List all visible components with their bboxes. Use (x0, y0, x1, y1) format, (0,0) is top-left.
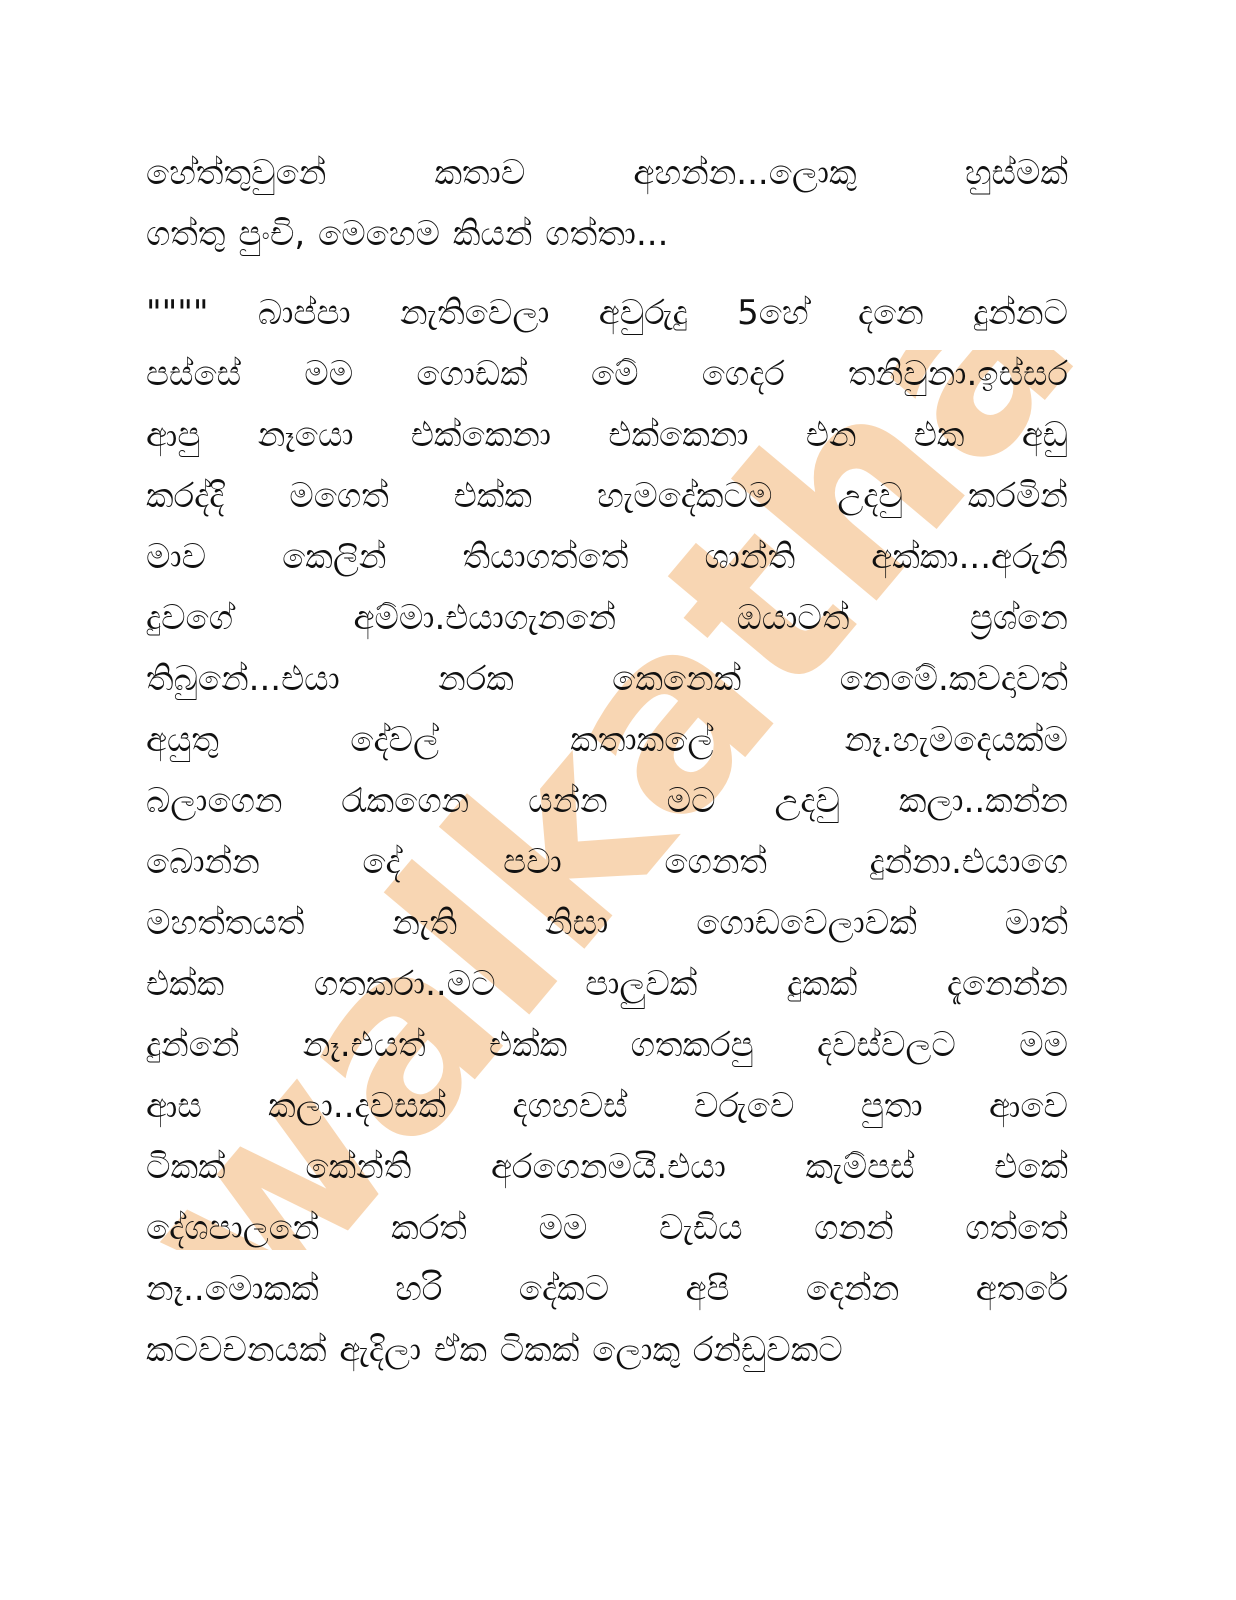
paragraph-1-line: හේත්තුවුනේ කතාව අහන්න...ලොකු හුස්මක් (146, 153, 1068, 193)
paragraph-2-line: එක්ක ගතකරා..මට පාලුවක් දුකක් දැනෙන්න (146, 964, 1068, 1004)
paragraph-2-line: පස්සේ මම ගොඩක් මේ ගෙදර තනිවුනා.ඉස්සර (146, 354, 1068, 394)
paragraph-2-line: දුවගේ අම්මා.එයාගැනනේ ඔයාටත් ප්‍රශ්නෙ (146, 598, 1068, 638)
paragraph-1 (146, 143, 1068, 265)
paragraph-2-line: මාව කෙලින් තියාගත්තේ ශාන්ති අක්කා...අරුනි (146, 537, 1068, 577)
paragraph-2-line: """" බාප්පා නැතිවෙලා අවුරුදු 5හේ දනෙ දුන්නට (146, 293, 1068, 333)
paragraph-2-line: ආපු නෑයො එක්කෙනා එක්කෙනා එන එක අඩු (146, 415, 1068, 455)
paragraph-1-line: ගත්තු පුංචි, මෙහෙම කියන් ගත්තා... (146, 214, 669, 254)
paragraph-2-line: කරද්දි මගෙත් එක්ක හැමදේකටම උදවු කරමින් (146, 476, 1068, 516)
paragraph-2-line: කටවචනයක් ඇදිලා ඒක ටිකක් ලොකු රන්ඩුවකට (146, 1330, 843, 1370)
paragraph-2-line: නෑ..මොකක් හරි දේකට අපි දෙන්න අතරේ (146, 1269, 1068, 1309)
paragraph-2-line: බොන්න දේ පවා ගෙනත් දුන්නා.එයාගෙ (146, 842, 1068, 882)
paragraph-2-line: අයුතු දේවල් කතාකලේ නෑ.හැමදෙයක්ම (146, 720, 1068, 760)
paragraph-2-line: දුන්නේ නෑ.එයත් එක්ක ගතකරපු දවස්වලට මම (146, 1025, 1068, 1065)
watermark-text: walkatha (150, 350, 1090, 1250)
paragraph-2-line: මහත්තයත් නැති නිසා ගොඩවෙලාවක් මාත් (146, 903, 1068, 943)
paragraph-2-line: දේශපාලනේ කරත් මම වැඩිය ගනන් ගත්තේ (146, 1208, 1068, 1248)
paragraph-2-line: ආස කලා..දවසක් දගහවස් වරුවෙ පුතා ආවෙ (146, 1086, 1068, 1126)
paragraph-2 (146, 283, 1068, 1381)
paragraph-2-line: බලාගෙන රැකගෙන යන්න මට උදවු කලා..කන්න (146, 781, 1068, 821)
paragraph-2-line: ටිකක් කේන්ති අරගෙනමයි.එයා කැම්පස් එකේ (146, 1147, 1068, 1187)
paragraph-2-line: තිබුනේ...එයා නරක කෙනෙක් නෙමේ.කවදාවත් (146, 659, 1068, 699)
